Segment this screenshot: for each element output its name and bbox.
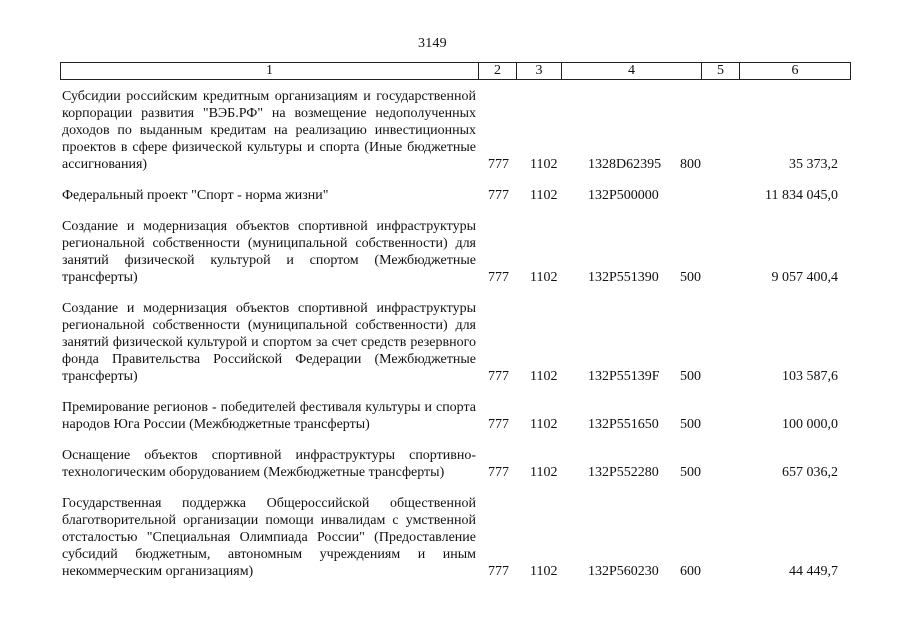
row-amount: 103 587,6 — [782, 369, 838, 384]
row-ministry-code: 777 — [488, 157, 509, 172]
row-target-code: 132P551650 — [588, 417, 659, 432]
row-ministry-code: 777 — [488, 188, 509, 203]
row-amount: 9 057 400,4 — [771, 270, 838, 285]
row-target-code: 1328D62395 — [588, 157, 662, 172]
row-target-code: 132P500000 — [588, 188, 659, 203]
column-header-6: 6 — [740, 63, 851, 80]
row-amount: 44 449,7 — [789, 564, 838, 579]
row-expense-type: 800 — [680, 157, 701, 172]
row-name: Субсидии российским кредитным организациям и государственной корпорации развития "ВЭБ.РФ" на возмещение недополученных доходов по выданным кредитам на реализацию инвестиционных проектов в сфере физической культуры и спорта (Иные бюджетные ассигнования) — [62, 89, 476, 172]
row-amount: 657 036,2 — [782, 465, 838, 480]
row-section-code: 1102 — [530, 369, 558, 384]
row-expense-type: 500 — [680, 465, 701, 480]
table-row — [60, 88, 850, 173]
table-row — [60, 447, 850, 481]
row-amount: 11 834 045,0 — [765, 188, 838, 203]
column-header-4: 4 — [562, 63, 702, 80]
row-section-code: 1102 — [530, 157, 558, 172]
row-ministry-code: 777 — [488, 564, 509, 579]
row-expense-type: 600 — [680, 564, 701, 579]
row-target-code: 132P551390 — [588, 270, 659, 285]
column-header-1: 1 — [61, 63, 479, 80]
row-name: Оснащение объектов спортивной инфраструктуры спортивно-технологическим оборудованием (Межбюджетные трансферты) — [62, 448, 476, 480]
table-row — [60, 399, 850, 433]
table-row — [60, 187, 850, 204]
row-target-code: 132P552280 — [588, 465, 659, 480]
page-number: 3149 — [418, 36, 447, 51]
column-header-3: 3 — [517, 63, 562, 80]
row-name: Федеральный проект "Спорт - норма жизни" — [62, 188, 329, 203]
column-header-table — [60, 62, 851, 80]
column-header-row — [61, 63, 851, 80]
row-amount: 35 373,2 — [789, 157, 838, 172]
row-name: Государственная поддержка Общероссийской общественной благотворительной организации помощи инвалидам с умственной отсталостью "Специальная Олимпиада России" (Предоставление субсидий бюджетным, автономным учреждениям и иным некоммерческим организациям) — [62, 496, 476, 579]
row-ministry-code: 777 — [488, 270, 509, 285]
row-name: Премирование регионов - победителей фестиваля культуры и спорта народов Юга России (Межбюджетные трансферты) — [62, 400, 476, 432]
row-expense-type: 500 — [680, 369, 701, 384]
row-section-code: 1102 — [530, 417, 558, 432]
table-row — [60, 300, 850, 385]
budget-rows — [60, 88, 850, 594]
row-name: Создание и модернизация объектов спортивной инфраструктуры региональной собственности (муниципальной собственности) для занятий физической культурой и спортом за счет средств резервного фонда Правительства Российской Федерации (Межбюджетные трансферты) — [62, 301, 476, 384]
table-row — [60, 495, 850, 580]
table-row — [60, 218, 850, 286]
row-section-code: 1102 — [530, 564, 558, 579]
row-ministry-code: 777 — [488, 465, 509, 480]
row-ministry-code: 777 — [488, 417, 509, 432]
column-header-2: 2 — [479, 63, 517, 80]
column-header-5: 5 — [702, 63, 740, 80]
row-target-code: 132P560230 — [588, 564, 659, 579]
row-amount: 100 000,0 — [782, 417, 838, 432]
row-expense-type: 500 — [680, 417, 701, 432]
row-ministry-code: 777 — [488, 369, 509, 384]
row-expense-type: 500 — [680, 270, 701, 285]
row-section-code: 1102 — [530, 465, 558, 480]
row-section-code: 1102 — [530, 188, 558, 203]
row-target-code: 132P55139F — [588, 369, 660, 384]
row-name: Создание и модернизация объектов спортивной инфраструктуры региональной собственности (муниципальной собственности) для занятий физической культурой и спортом (Межбюджетные трансферты) — [62, 219, 476, 285]
row-section-code: 1102 — [530, 270, 558, 285]
